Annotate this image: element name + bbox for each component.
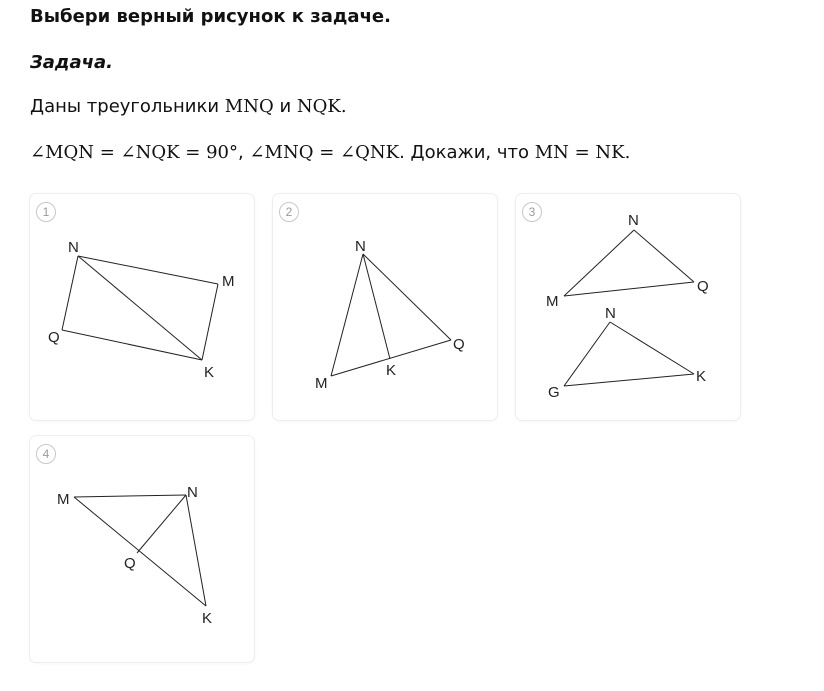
math-expression: ∠MQN = ∠NQK = 90° xyxy=(30,142,239,163)
segment-gn xyxy=(564,322,610,386)
option-card-2[interactable] xyxy=(273,194,497,420)
vertex-label-g: G xyxy=(548,384,560,401)
vertex-label-n: N xyxy=(605,305,616,322)
figure-4 xyxy=(30,436,254,662)
vertex-label-m: M xyxy=(546,293,559,310)
segment-nm xyxy=(331,254,363,376)
segment-nq xyxy=(137,495,186,553)
option-number-badge: 1 xyxy=(36,202,56,222)
vertex-label-m: M xyxy=(57,491,70,508)
vertex-label-n: N xyxy=(355,238,366,255)
triangle-name: NQK xyxy=(296,96,341,117)
vertex-label-k: K xyxy=(696,368,707,385)
figure-3 xyxy=(516,194,740,420)
segment-nk xyxy=(78,256,202,360)
vertex-label-q: Q xyxy=(697,278,709,295)
segment-nk xyxy=(186,495,206,606)
figure-2 xyxy=(273,194,497,420)
option-card-3[interactable] xyxy=(516,194,740,420)
vertex-label-n: N xyxy=(68,239,79,256)
vertex-label-n: N xyxy=(187,484,198,501)
segment-mk xyxy=(202,284,218,360)
vertex-label-n: N xyxy=(628,212,639,229)
task-text: и xyxy=(273,96,297,117)
segment-nq xyxy=(634,230,694,282)
task-statement-line2 xyxy=(30,142,630,163)
punctuation: , xyxy=(238,142,250,163)
punctuation: . xyxy=(340,96,347,117)
segment-mn xyxy=(74,495,186,497)
math-expression: ∠MNQ = ∠QNK xyxy=(249,142,400,163)
triangle-name: MNQ xyxy=(224,96,274,117)
segment-nk xyxy=(363,254,390,359)
segment-qm xyxy=(564,282,694,296)
segment-qn xyxy=(363,254,451,340)
vertex-label-q: Q xyxy=(124,555,136,572)
segment-kq xyxy=(62,330,202,360)
segment-km xyxy=(74,497,206,606)
vertex-label-q: Q xyxy=(48,329,60,346)
segment-qn xyxy=(62,256,78,330)
figure-1 xyxy=(30,194,254,420)
segment-nm xyxy=(78,256,218,284)
vertex-label-m: M xyxy=(222,273,235,290)
vertex-label-q: Q xyxy=(453,336,465,353)
vertex-label-k: K xyxy=(386,362,397,379)
vertex-label-k: K xyxy=(202,610,213,627)
segment-kg xyxy=(564,374,694,386)
option-card-1[interactable] xyxy=(30,194,254,420)
option-card-4[interactable] xyxy=(30,436,254,662)
task-text: . Докажи, что xyxy=(399,142,535,163)
task-text: Даны треугольники xyxy=(30,96,225,117)
segment-nk xyxy=(610,322,694,374)
option-number-badge: 4 xyxy=(36,444,56,464)
vertex-label-k: K xyxy=(204,364,215,381)
math-expression: MN = NK xyxy=(534,142,625,163)
vertex-label-m: M xyxy=(315,375,328,392)
option-number-badge: 3 xyxy=(522,202,542,222)
prompt-title: Выбери верный рисунок к задаче. xyxy=(30,6,391,27)
segment-mn xyxy=(564,230,634,296)
punctuation: . xyxy=(624,142,631,163)
task-statement-line1 xyxy=(30,96,347,117)
option-number-badge: 2 xyxy=(279,202,299,222)
task-label: Задача. xyxy=(30,52,113,73)
